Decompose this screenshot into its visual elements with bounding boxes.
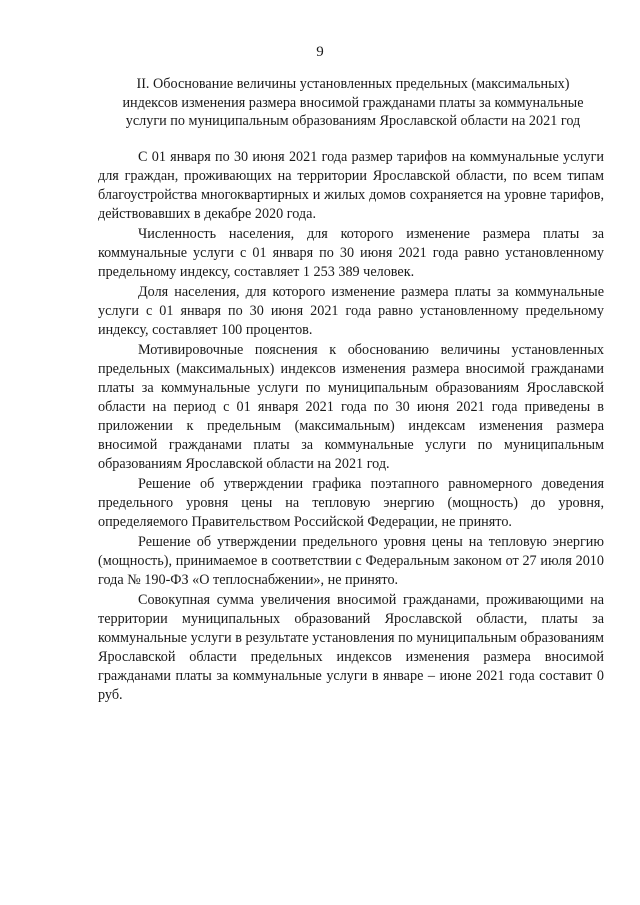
heading-line: услуги по муниципальным образованиям Ярославской области на 2021 год bbox=[125, 113, 581, 129]
paragraph: Решение об утверждении предельного уровня цены на тепловую энергию (мощность), принимаемое в соответствии с Федеральным законом от 27 июля 2010 года № 190-ФЗ «О теплоснабжении», не принято. bbox=[98, 534, 604, 588]
document-body bbox=[98, 148, 604, 705]
paragraph: Мотивировочные пояснения к обоснованию величины установленных предельных (максимальных) индексов изменения размера вносимой гражданами платы за коммунальные услуги по муниципальным образованиям Ярославской области на период с 01 января 2021 года по 30 июня 2021 года приведены в приложении к предельным (максимальным) индексам изменения размера вносимой гражданами платы за коммунальные услуги по муниципальным образованиям Ярославской области на 2021 год. bbox=[98, 342, 604, 472]
paragraph: С 01 января по 30 июня 2021 года размер тарифов на коммунальные услуги для граждан, проживающих на территории Ярославской области, по всем типам благоустройства многоквартирных и жилых домов сохраняется на уровне тарифов, действовавших в декабре 2020 года. bbox=[98, 149, 604, 222]
paragraph: Численность населения, для которого изменение размера платы за коммунальные услуги с 01 января по 30 июня 2021 года равно установленному предельному индексу, составляет 1 253 389 человек. bbox=[98, 226, 604, 280]
paragraph: Решение об утверждении графика поэтапного равномерного доведения предельного уровня цены на тепловую энергию (мощность) до уровня, определяемого Правительством Российской Федерации, не принято. bbox=[98, 476, 604, 530]
heading-line: индексов изменения размера вносимой гражданами платы за коммунальные bbox=[122, 94, 584, 111]
paragraph: Доля населения, для которого изменение размера платы за коммунальные услуги с 01 января по 30 июня 2021 года равно установленному предельному индексу, составляет 100 процентов. bbox=[98, 284, 604, 338]
heading-line: II. Обоснование величины установленных предельных (максимальных) bbox=[136, 76, 570, 92]
page-number: 9 bbox=[316, 44, 324, 60]
section-heading bbox=[98, 75, 608, 131]
paragraph: Совокупная сумма увеличения вносимой гражданами, проживающими на территории муниципальных образований Ярославской области, платы за коммунальные услуги в результате установления по муниципальным образованиям Ярославской области предельных индексов изменения размера вносимой гражданами платы за коммунальные услуги в январе – июне 2021 года составит 0 руб. bbox=[98, 592, 604, 703]
